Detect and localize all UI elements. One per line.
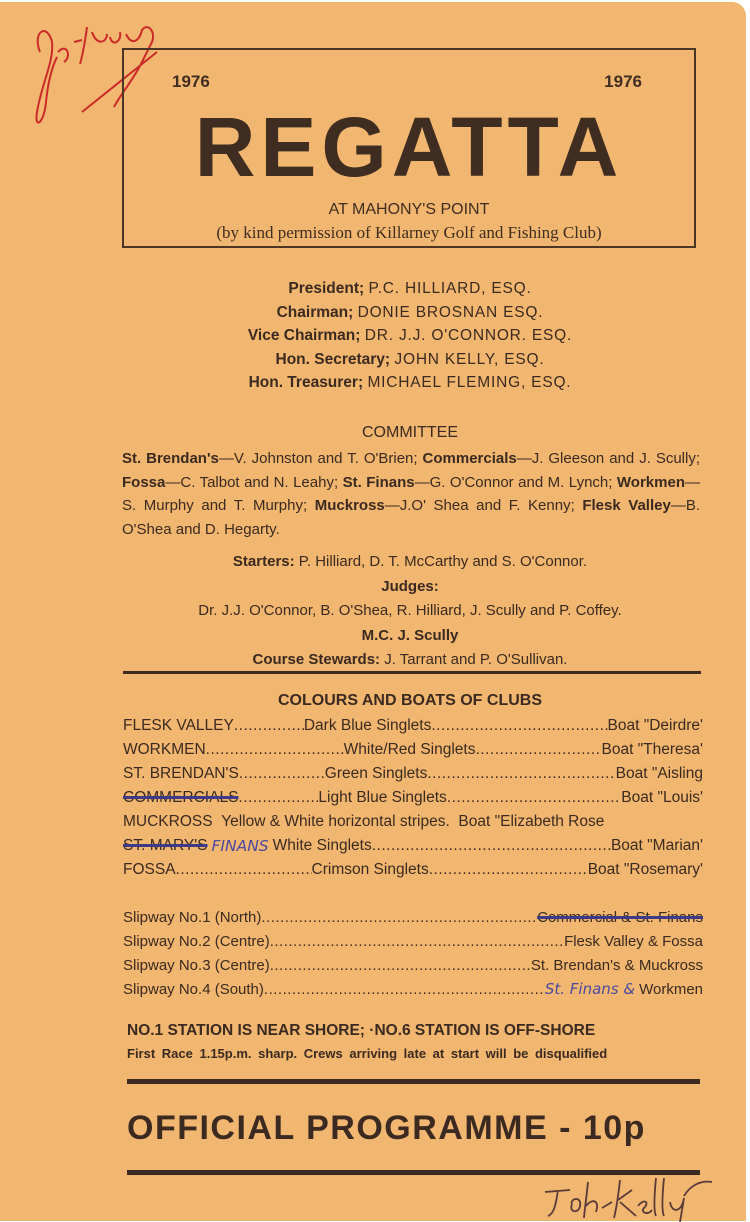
officer-row: [110, 277, 710, 301]
slipway-label: Slipway No.4 (South): [123, 981, 264, 998]
colours-row: [123, 787, 703, 809]
committee-members: B. O'Shea and D. Hegarty.: [122, 497, 700, 538]
slipway-clubs: St. Brendan's & Muckross: [530, 957, 703, 974]
year-left: 1976: [172, 72, 210, 91]
club-colours: Crimson Singlets: [311, 861, 429, 878]
committee-members: S. Murphy and T. Murphy;: [122, 497, 308, 514]
dot-leader: [239, 763, 325, 785]
dot-leader: [475, 739, 601, 761]
club-name-struck: ST. MARY'S: [123, 837, 208, 854]
club-colours: Yellow & White horizontal stripes.: [221, 813, 450, 830]
slipway-clubs: Workmen: [639, 981, 703, 998]
slipway-row: [123, 906, 703, 929]
divider-rule: [123, 671, 701, 674]
officer-role: President;: [288, 280, 365, 297]
slipway-label: Slipway No.2 (Centre): [123, 933, 270, 950]
committee-club: Fossa: [122, 473, 166, 491]
committee-members: J.O' Shea and F. Kenny;: [399, 497, 575, 514]
colours-heading: COLOURS AND BOATS OF CLUBS: [278, 692, 542, 709]
judges-label-text: Judges:: [381, 577, 439, 595]
committee-members: V. Johnston and T. O'Brien;: [233, 450, 418, 467]
permission-note: (by kind permission of Killarney Golf and Fishing Club): [216, 223, 602, 242]
officer-role: Chairman;: [276, 303, 354, 321]
judges-names: Dr. J.J. O'Connor, B. O'Shea, R. Hilliard, J. Scully and P. Coffey.: [198, 602, 622, 619]
committee-members: G. O'Connor and M. Lynch;: [429, 473, 613, 491]
club-name: WORKMEN: [123, 741, 206, 758]
dot-leader: [429, 859, 588, 881]
officer-row: [110, 371, 710, 395]
dot-leader: [270, 930, 564, 953]
club-colours: Dark Blue Singlets: [303, 717, 432, 734]
boat-name: Boat "Elizabeth Rose: [458, 813, 605, 830]
officer-role: Hon. Secretary;: [275, 350, 391, 368]
committee-members: J. Gleeson and J. Scully;: [531, 450, 701, 467]
boat-name: Boat "Deirdre': [607, 717, 703, 734]
slipway-clubs: Flesk Valley & Fossa: [564, 933, 703, 950]
club-name: FOSSA: [123, 861, 176, 878]
stations-notice: NO.1 STATION IS NEAR SHORE; ·NO.6 STATION IS OFF-SHORE: [127, 1022, 596, 1039]
dot-leader: [447, 787, 621, 809]
year-right: 1976: [604, 72, 642, 91]
officer-name: P.C. HILLIARD, ESQ.: [368, 280, 532, 297]
officer-row: [110, 324, 710, 348]
starters-line: [120, 550, 700, 575]
boat-name: Boat "Rosemary': [587, 861, 703, 878]
stewards-label: Course Stewards:: [252, 651, 381, 668]
officer-row: [110, 348, 710, 372]
dot-leader: [234, 715, 304, 737]
bottom-signature-icon: [540, 1172, 730, 1222]
committee-club: Flesk Valley: [582, 497, 671, 514]
colours-row: [123, 859, 703, 881]
slipway-row: [123, 954, 703, 977]
boat-name: Boat "Louis': [621, 789, 703, 806]
slipway-label: Slipway No.3 (Centre): [123, 957, 270, 974]
dot-leader: [261, 906, 537, 929]
club-name: FLESK VALLEY: [123, 717, 234, 734]
club-name: MUCKROSS: [123, 813, 213, 830]
dot-leader: [176, 859, 312, 881]
starters-names: P. Hilliard, D. T. McCarthy and S. O'Connor.: [298, 553, 588, 570]
judges-label: [120, 575, 700, 600]
mc-line: [120, 624, 700, 649]
officer-role: Hon. Treasurer;: [248, 374, 364, 391]
title-box: [122, 48, 696, 248]
location: AT MAHONY'S POINT: [328, 201, 490, 218]
committee-heading: COMMITTEE: [362, 424, 458, 441]
slipway-row: [123, 930, 703, 953]
handwritten-correction: St. Finans &: [544, 980, 636, 998]
club-colours: Green Singlets: [324, 765, 428, 782]
dot-leader: [206, 739, 344, 761]
committee-club: St. Brendan's: [122, 450, 219, 467]
colours-row: [123, 739, 703, 761]
club-colours: Light Blue Singlets: [318, 789, 447, 806]
colours-row: [123, 811, 703, 833]
slipway-label: Slipway No.1 (North): [123, 909, 262, 926]
mc-text: M.C. J. Scully: [361, 626, 459, 644]
officer-name: DONIE BROSNAN ESQ.: [357, 303, 544, 321]
slipway-clubs-struck: Commercial & St. Finans: [537, 909, 703, 926]
officials-section: [120, 550, 700, 673]
starters-label: Starters:: [232, 553, 295, 570]
dot-leader: [431, 715, 607, 737]
committee-club: Workmen: [616, 473, 685, 491]
official-programme-price: OFFICIAL PROGRAMME - 10p: [127, 1109, 646, 1147]
club-name: ST. BRENDAN'S: [123, 765, 239, 782]
regatta-programme-page: [0, 2, 746, 1221]
first-race-notice: First Race 1.15p.m. sharp. Crews arriving late at start will be disqualified: [127, 1046, 608, 1061]
stewards-names: J. Tarrant and P. O'Sullivan.: [384, 651, 568, 668]
committee-club: St. Finans: [342, 473, 415, 491]
dot-leader: [427, 763, 615, 785]
slipway-row: [123, 978, 703, 1001]
colours-row: [123, 763, 703, 785]
officer-name: JOHN KELLY, ESQ.: [394, 350, 545, 368]
divider-rule: [127, 1079, 700, 1084]
boat-name: Boat "Marian': [610, 837, 703, 854]
handwritten-correction: FINANS: [211, 837, 269, 855]
club-name-struck: COMMERCIALS: [123, 789, 239, 806]
dot-leader: [238, 787, 318, 809]
dot-leader: [372, 835, 611, 857]
colours-row: [123, 715, 703, 737]
colours-row: [123, 835, 703, 857]
club-colours: White/Red Singlets: [343, 741, 476, 758]
stewards-line: [120, 648, 700, 673]
dot-leader: [270, 954, 531, 977]
officer-name: DR. J.J. O'CONNOR. ESQ.: [364, 327, 573, 344]
boat-name: Boat "Theresa': [601, 741, 703, 758]
officer-name: MICHAEL FLEMING, ESQ.: [367, 374, 572, 391]
officers-list: [110, 277, 710, 395]
dot-leader: [264, 978, 545, 1001]
committee-members: C. Talbot and N. Leahy;: [180, 473, 339, 491]
officer-role: Vice Chairman;: [247, 327, 361, 344]
officer-row: [110, 301, 710, 325]
committee-text: St. Brendan's—V. Johnston and T. O'Brien; Commercials—J. Gleeson and J. Scully; Fossa—C. Talbot and N. Leahy; St. Finans—G. O'Connor and M. Lynch; Workmen—S. Murphy and T. Murphy; Muckross—J.O' Shea and F. Kenny; Flesk Valley—B. O'Shea and D. Hegarty.: [122, 450, 701, 538]
main-title: REGATTA: [194, 100, 624, 194]
committee-club: Muckross: [314, 497, 385, 514]
club-colours: White Singlets: [272, 837, 372, 854]
boat-name: Boat "Aisling: [615, 765, 703, 782]
committee-club: Commercials: [422, 450, 517, 467]
